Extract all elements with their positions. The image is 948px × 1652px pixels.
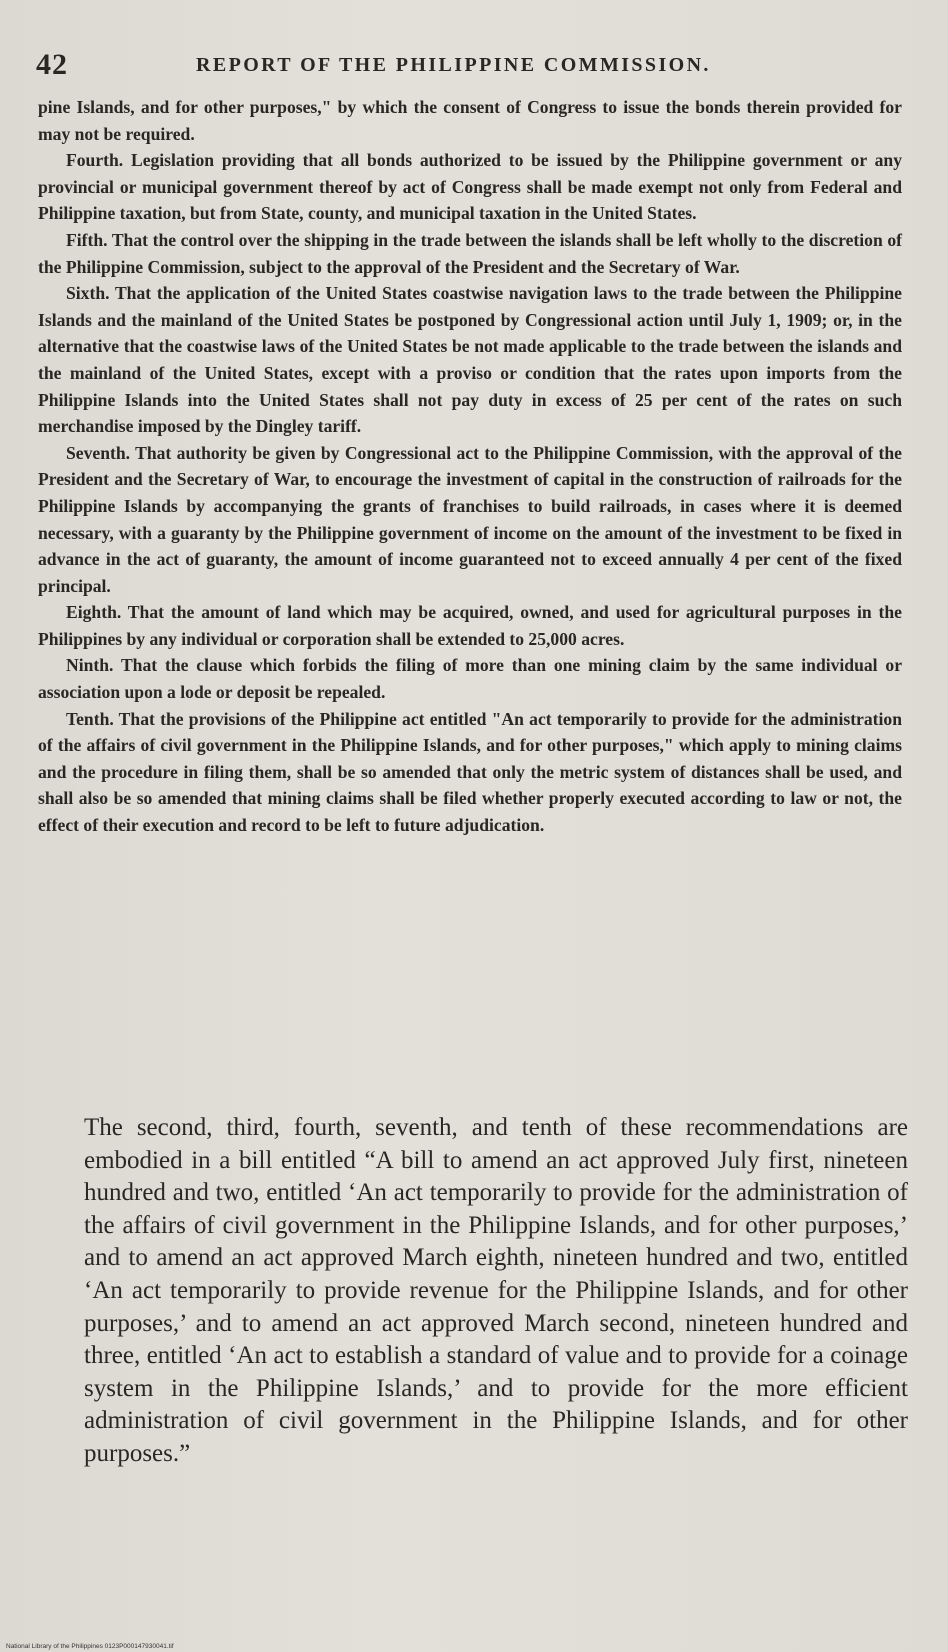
paragraph-fourth: Fourth. Legislation providing that all bonds authorized to be issued by the Philippine government or any provincial or municipal government thereof by act of Congress shall be made exempt not only from Federal and Philippine taxation, but from State, county, and municipal taxation in the United States. (38, 150, 902, 224)
page-number: 42 (36, 48, 68, 81)
scan-footer: National Library of the Philippines 0123P000147930041.tif (6, 1643, 174, 1650)
paragraph-seventh: Seventh. That authority be given by Congressional act to the Philippine Commission, with the approval of the President and the Secretary of War, to encourage the investment of capital in the construction of railroads for the Philippine Islands by accompanying the grants of franchises to build railroads, in cases where it is deemed necessary, with a guaranty by the Philippine government of income on the amount of the investment to be fixed in advance in the act of guaranty, the amount of income guaranteed not to exceed annually 4 per cent of the fixed principal. (38, 442, 902, 596)
paragraph-tenth: Tenth. That the provisions of the Philippine act entitled "An act temporarily to provide for the administration of the affairs of civil government in the Philippine Islands, and for other purposes," which apply to mining claims and the procedure in filing them, shall be so amended that only the metric system of distances shall be used, and shall also be so amended that mining claims shall be filed whether properly executed according to law or not, the effect of their execution and record to be left to future adjudication. (38, 708, 902, 836)
paragraph-bill-summary: The second, third, fourth, seventh, and tenth of these recommendations are embodied in a bill entitled “A bill to amend an act approved July first, nineteen hundred and two, entitled ‘An act temporarily to provide for the administration of the affairs of civil government in the Philippine Islands, and for other purposes,’ and to amend an act approved March eighth, nineteen hundred and two, entitled ‘An act temporarily to provide revenue for the Philippine Islands, and for other purposes,’ and to amend an act approved March second, nineteen hundred and three, entitled ‘An act to establish a standard of value and to provide for a coinage system in the Philippine Islands,’ and to provide for the more efficient administration of civil government in the Philippine Islands, and for other purposes.” (84, 1114, 908, 1467)
paragraph-continuation: pine Islands, and for other purposes," by which the consent of Congress to issue the bonds therein provided for may not be required. (38, 97, 902, 144)
paragraph-fifth: Fifth. That the control over the shipping in the trade between the islands shall be left wholly to the discretion of the Philippine Commission, subject to the approval of the President and the Secretary of War. (38, 229, 902, 277)
page-header (36, 40, 912, 80)
paragraph-eighth: Eighth. That the amount of land which may be acquired, owned, and used for agricultural purposes in the Philippines by any individual or corporation shall be extended to 25,000 acres. (38, 602, 902, 649)
paragraph-ninth: Ninth. That the clause which forbids the filing of more than one mining claim by the same individual or association upon a lode or deposit be repealed. (38, 655, 902, 703)
body-text (84, 1112, 908, 1471)
paragraph-sixth: Sixth. That the application of the United States coastwise navigation laws to the trade between the Philippine Islands and the mainland of the United States be postponed by Congressional action until July 1, 1909; or, in the alternative that the coastwise laws of the United States be not made applicable to the trade between the islands and the mainland of the United States, except with a proviso or condition that the rates upon imports from the Philippine Islands into the United States shall not pay duty in excess of 25 per cent of the rates on such merchandise imposed by the Dingley tariff. (38, 283, 902, 437)
running-head: REPORT OF THE PHILIPPINE COMMISSION. (196, 54, 711, 76)
recommendations-list (38, 94, 902, 839)
